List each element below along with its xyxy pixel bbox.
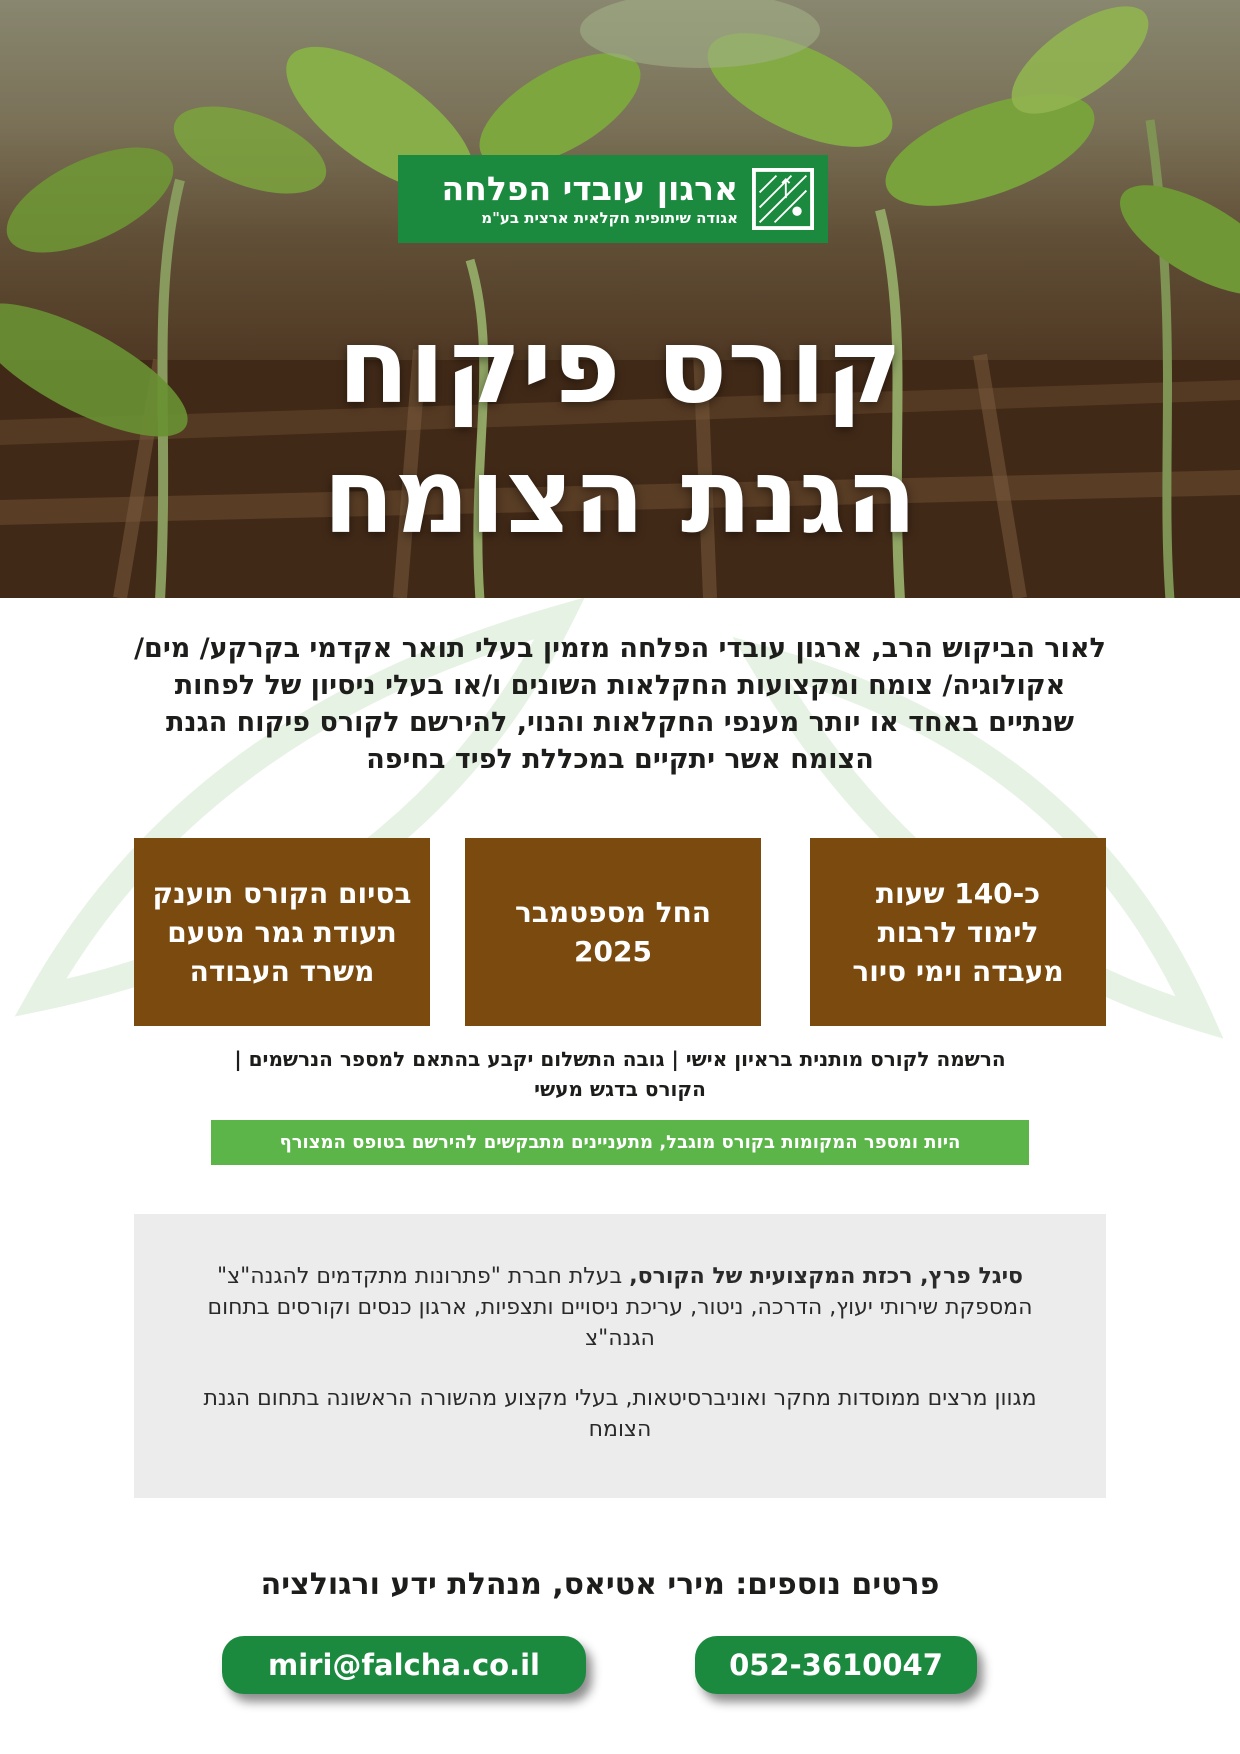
highlight-hours: כ-140 שעות לימוד לרבות מעבדה וימי סיור: [810, 838, 1106, 1026]
hero-banner: [0, 0, 1240, 598]
phone-button[interactable]: 052-3610047: [695, 1636, 977, 1694]
course-title-line1: קורס פיקוח: [337, 305, 903, 427]
lecturers-paragraph: מגוון מרצים ממוסדות מחקר ואוניברסיטאות, בעלי מקצוע מהשורה הראשונה בתחום הגנת הצומח: [203, 1386, 1037, 1442]
limited-places-notice: היות ומספר המקומות בקורס מוגבל, מתעניינים מתבקשים להירשם בטופס המצורף: [211, 1120, 1029, 1165]
highlight-start-date: החל מספטמבר 2025: [465, 838, 761, 1026]
contact-label: פרטים נוספים: מירי אטיאס, מנהלת ידע ורגולציה: [260, 1567, 940, 1602]
course-title-line2: הגנת הצומח: [322, 435, 918, 557]
lecturers-panel: [134, 1214, 1106, 1498]
organization-subtitle: אגודה שיתופית חקלאית ארצית בע"מ: [481, 209, 738, 227]
registration-line2: הקורס בדגש מעשי: [534, 1077, 706, 1101]
intro-paragraph: לאור הביקוש הרב, ארגון עובדי הפלחה מזמין בעלי תואר אקדמי בקרקע/ מים/ אקולוגיה/ צומח ומקצועות החקלאות השונים ו/או בעלי ניסיון של לפחות שנתיים באחד או יותר מענפי החקלאות והנוי, להירשם לקורס פיקוח הגנת הצומח אשר יתקיים במכללת לפיד בחיפה: [134, 633, 1106, 775]
registration-note: [160, 1044, 1080, 1104]
email-button[interactable]: miri@falcha.co.il: [222, 1636, 586, 1694]
organization-name: ארגון עובדי הפלחה: [441, 169, 738, 208]
coordinator-name: סיגל פרץ, רכזת המקצועית של הקורס,: [629, 1264, 1024, 1289]
coordinator-description: בעלת חברת "פתרונות מתקדמים להגנה"צ" המספקת שירותי יעוץ, הדרכה, ניטור, עריכת ניסויים ותצפיות, ארגון כנסים וקורסים בתחום הגנה"צ: [207, 1264, 1033, 1351]
registration-line1: הרשמה לקורס מותנית בראיון אישי | גובה התשלום יקבע בהתאם למספר הנרשמים |: [234, 1047, 1006, 1071]
organization-logo: [398, 155, 828, 243]
highlight-certificate: בסיום הקורס תוענק תעודת גמר מטעם משרד העבודה: [134, 838, 430, 1026]
field-emblem-icon: [752, 168, 814, 230]
coordinator-paragraph: [190, 1261, 1050, 1354]
